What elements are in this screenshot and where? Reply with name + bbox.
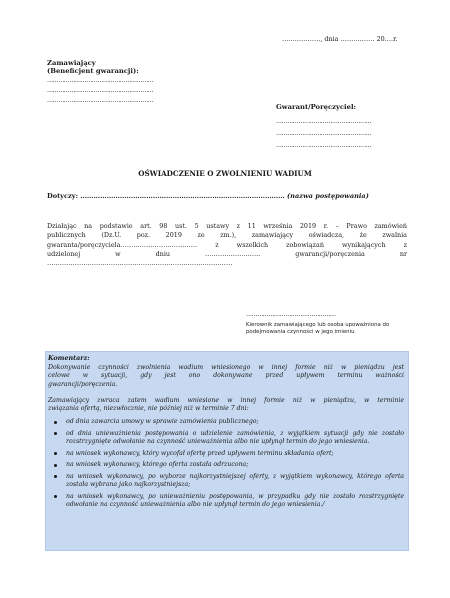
statement-line: gwaranta/poręczyciela……………………………… z wszelkich zobowiązań wynikających z: [47, 240, 407, 249]
komentarz-line: Dokonywanie czynności zwolnienia wadium wniesionego w innej formie niż w pieniądzu jest: [48, 364, 404, 371]
statement-line: udzielonej w dniu …………………….. gwarancji/poręczenia nr: [47, 249, 407, 258]
list-item: od dnia zawarcia umowy w sprawie zamówienia publicznego;: [48, 418, 404, 426]
list-item: na wniosek wykonawcy, po unieważnieniu postępowania, w przypadku gdy nie zostało rozstrzygnięte odwołanie na czynność unieważnienia albo nie upłynął termin do jego wniesienia./: [48, 493, 404, 510]
statement-paragraph: [47, 222, 407, 268]
komentarz-bullet-list: [48, 418, 404, 513]
zamawiajacy-title: Zamawiający: [47, 59, 96, 67]
komentarz-paragraph-1: [48, 364, 404, 389]
komentarz-heading: Komentarz:: [48, 354, 90, 362]
komentarz-paragraph-2: [48, 397, 404, 414]
dotyczy-name: (nazwa postępowania): [284, 192, 369, 200]
zamawiajacy-line-1: …………………………………………………: [47, 77, 154, 84]
gwarant-line-2: ……………………………………………: [276, 130, 372, 137]
date-line: ………………, dnia ……………. 20….r.: [282, 35, 398, 43]
komentarz-line: celowe w sytuacji, gdy jest ono dokonywane przed upływem terminu ważności: [48, 372, 404, 380]
statement-line: ……………………………………………………………………………: [47, 259, 233, 268]
document-title: OŚWIADCZENIE O ZWOLNIENIU WADIUM: [138, 169, 312, 178]
zamawiajacy-line-3: …………………………………………………: [47, 97, 154, 104]
gwarant-title: Gwarant/Poręczyciel:: [276, 103, 357, 111]
signature-line: …………………………………………: [246, 311, 336, 318]
list-item: na wniosek wykonawcy, po wyborze najkorzystniejszej oferty, z wyjątkiem wykonawcy, którego oferta została wybrana jako najkorzystniejsza;: [48, 473, 404, 490]
list-item: na wniosek wykonawcy, który wycofał ofertę przed upływem terminu składania ofert;: [48, 450, 404, 458]
signature-caption: Kierownik zamawiającego lub osoba upoważniona do podejmowania czynności w jego imieniu: [246, 322, 390, 336]
komentarz-line: Zamawiający zwraca zatem wadium wniesione w innej formie niż w pieniądzu, w terminie: [48, 397, 404, 404]
list-item: od dnia unieważnienia postępowania o udzielenie zamówienia, z wyjątkiem sytuacji gdy nie zostało rozstrzygnięte odwołanie na czynność unieważnienia albo nie upłynął termin do jego wniesienia.: [48, 430, 404, 447]
dotyczy-line: [47, 193, 369, 200]
gwarant-line-3: ……………………………………………: [276, 142, 372, 149]
statement-line: publicznych (Dz.U. poz. 2019 ze zm.), zamawiający oświadcza, że zwalnia: [47, 231, 407, 240]
list-item: na wniosek wykonawcy, którego oferta została odrzucona;: [48, 461, 404, 469]
statement-line: Działając na podstawie art. 98 ust. 5 ustawy z 11 września 2019 r. – Prawo zamówień: [47, 222, 407, 230]
komentarz-line: gwarancji/poręczenia.: [48, 380, 118, 388]
komentarz-line: związania ofertą, niezwłocznie, nie później niż w terminie 7 dni:: [48, 405, 249, 413]
zamawiajacy-line-2: …………………………………………………: [47, 87, 154, 94]
dotyczy-dots: …………………………………………………………………………………: [78, 192, 285, 200]
dotyczy-label: Dotyczy:: [47, 192, 79, 200]
gwarant-line-1: ……………………………………………: [276, 118, 372, 125]
zamawiajacy-subtitle: (Beneficjent gwarancji):: [47, 67, 139, 75]
